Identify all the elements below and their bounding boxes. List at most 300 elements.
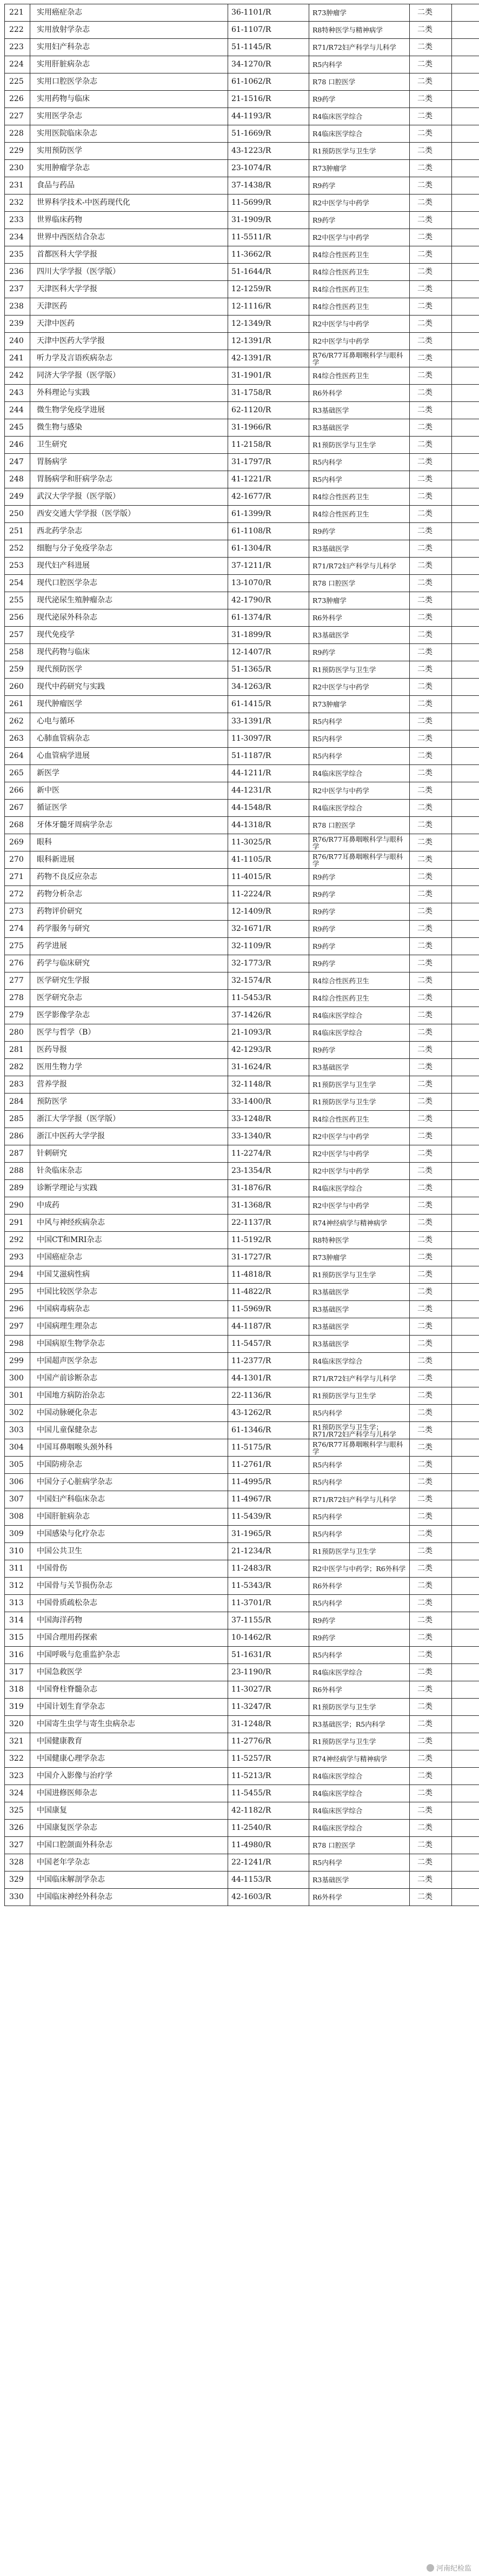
table-row — [5, 609, 479, 627]
grade-cell: 二类 — [410, 229, 452, 246]
grade-cell: 二类 — [410, 903, 452, 921]
grade-cell: 二类 — [410, 281, 452, 298]
journal-name: 实用预防医学 — [30, 143, 228, 160]
note-cell — [452, 869, 479, 886]
category-cell: R9药学 — [309, 886, 410, 903]
category-cell: R71/R72妇产科学与儿科学 — [309, 1370, 410, 1387]
row-number: 237 — [5, 281, 30, 298]
grade-cell: 二类 — [410, 661, 452, 679]
table-row — [5, 575, 479, 592]
row-number: 260 — [5, 679, 30, 696]
issn-cell: 11-5457/R — [228, 1336, 309, 1353]
note-cell — [452, 73, 479, 91]
table-row — [5, 1733, 479, 1750]
note-cell — [452, 1249, 479, 1266]
grade-cell: 二类 — [410, 782, 452, 800]
category-cell: R9药学 — [309, 523, 410, 540]
table-row — [5, 91, 479, 108]
journal-name: 胃肠病学 — [30, 454, 228, 471]
category-cell: R5内科学 — [309, 730, 410, 748]
issn-cell: 23-1074/R — [228, 160, 309, 177]
row-number: 256 — [5, 609, 30, 627]
issn-cell: 12-1116/R — [228, 298, 309, 316]
note-cell — [452, 1526, 479, 1543]
issn-cell: 12-1259/R — [228, 281, 309, 298]
category-cell: R6外科学 — [309, 1889, 410, 1906]
row-number: 266 — [5, 782, 30, 800]
category-cell: R73肿瘤学 — [309, 1249, 410, 1266]
table-row — [5, 177, 479, 194]
category-cell: R3基础医学 — [309, 1059, 410, 1076]
grade-cell: 二类 — [410, 73, 452, 91]
category-cell: R2中医学与中药学 — [309, 333, 410, 350]
issn-cell: 33-1400/R — [228, 1094, 309, 1111]
journal-name: 循证医学 — [30, 800, 228, 817]
note-cell — [452, 1457, 479, 1474]
category-cell: R4临床医学综合 — [309, 1785, 410, 1802]
grade-cell: 二类 — [410, 143, 452, 160]
table-row — [5, 385, 479, 402]
journal-name: 中风与神经疾病杂志 — [30, 1215, 228, 1232]
table-row — [5, 437, 479, 454]
category-cell: R9药学 — [309, 938, 410, 955]
category-cell: R4临床医学综合 — [309, 1024, 410, 1042]
category-cell: R1预防医学与卫生学 — [309, 1094, 410, 1111]
grade-cell: 二类 — [410, 246, 452, 264]
row-number: 310 — [5, 1543, 30, 1560]
grade-cell: 二类 — [410, 1889, 452, 1906]
table-row — [5, 22, 479, 39]
grade-cell: 二类 — [410, 921, 452, 938]
table-row — [5, 1802, 479, 1820]
note-cell — [452, 540, 479, 558]
table-row — [5, 4, 479, 22]
category-cell: R74神经病学与精神病学 — [309, 1750, 410, 1768]
note-cell — [452, 1681, 479, 1699]
issn-cell: 42-1603/R — [228, 1889, 309, 1906]
grade-cell: 二类 — [410, 523, 452, 540]
note-cell — [452, 817, 479, 834]
journal-name: 中成药 — [30, 1197, 228, 1215]
category-cell: R4临床医学综合 — [309, 1802, 410, 1820]
category-cell: R78 口腔医学 — [309, 73, 410, 91]
row-number: 267 — [5, 800, 30, 817]
grade-cell: 二类 — [410, 851, 452, 869]
issn-cell: 51-1145/R — [228, 39, 309, 56]
note-cell — [452, 419, 479, 437]
grade-cell: 二类 — [410, 1301, 452, 1318]
journal-name: 中国临床解剖学杂志 — [30, 1871, 228, 1889]
grade-cell: 二类 — [410, 1059, 452, 1076]
journal-name: 中国妇产科临床杂志 — [30, 1491, 228, 1508]
grade-cell: 二类 — [410, 1612, 452, 1629]
category-cell: R2中医学与中药学 — [309, 679, 410, 696]
note-cell — [452, 1318, 479, 1336]
row-number: 224 — [5, 56, 30, 73]
table-row — [5, 903, 479, 921]
journal-name: 中国老年学杂志 — [30, 1854, 228, 1871]
category-cell: R1预防医学与卫生学 — [309, 1387, 410, 1405]
note-cell — [452, 1353, 479, 1370]
category-cell: R5内科学 — [309, 1595, 410, 1612]
issn-cell: 31-1368/R — [228, 1197, 309, 1215]
grade-cell: 二类 — [410, 506, 452, 523]
issn-cell: 11-2158/R — [228, 437, 309, 454]
issn-cell: 21-1093/R — [228, 1024, 309, 1042]
grade-cell: 二类 — [410, 1647, 452, 1664]
journal-name: 中国病原生物学杂志 — [30, 1336, 228, 1353]
grade-cell: 二类 — [410, 990, 452, 1007]
row-number: 270 — [5, 851, 30, 869]
note-cell — [452, 1768, 479, 1785]
journal-name: 世界临床药物 — [30, 212, 228, 229]
category-cell: R73肿瘤学 — [309, 160, 410, 177]
journal-name: 首都医科大学学报 — [30, 246, 228, 264]
row-number: 304 — [5, 1439, 30, 1457]
grade-cell: 二类 — [410, 1526, 452, 1543]
grade-cell: 二类 — [410, 1318, 452, 1336]
row-number: 314 — [5, 1612, 30, 1629]
journal-name: 中国肝脏病杂志 — [30, 1508, 228, 1526]
journal-name: 卫生研究 — [30, 437, 228, 454]
journal-name: 中国健康教育 — [30, 1733, 228, 1750]
issn-cell: 11-5453/R — [228, 990, 309, 1007]
issn-cell: 13-1070/R — [228, 575, 309, 592]
table-row — [5, 1457, 479, 1474]
note-cell — [452, 661, 479, 679]
table-row — [5, 229, 479, 246]
journal-name: 中国病理生理杂志 — [30, 1318, 228, 1336]
journal-name: 实用放射学杂志 — [30, 22, 228, 39]
issn-cell: 62-1120/R — [228, 402, 309, 419]
table-row — [5, 540, 479, 558]
issn-cell: 44-1318/R — [228, 817, 309, 834]
journal-name: 实用医学杂志 — [30, 108, 228, 125]
issn-cell: 11-5511/R — [228, 229, 309, 246]
category-cell: R1预防医学与卫生学 — [309, 661, 410, 679]
table-row — [5, 748, 479, 765]
journal-name: 中国骨伤 — [30, 1560, 228, 1578]
row-number: 292 — [5, 1232, 30, 1249]
row-number: 284 — [5, 1094, 30, 1111]
issn-cell: 51-1187/R — [228, 748, 309, 765]
table-row — [5, 1716, 479, 1733]
category-cell: R4临床医学综合 — [309, 1180, 410, 1197]
grade-cell: 二类 — [410, 1197, 452, 1215]
issn-cell: 51-1631/R — [228, 1647, 309, 1664]
journal-name: 实用医院临床杂志 — [30, 125, 228, 143]
category-cell: R9药学 — [309, 177, 410, 194]
table-row — [5, 1889, 479, 1906]
table-row — [5, 1820, 479, 1837]
category-cell: R2中医学与中药学 — [309, 1128, 410, 1145]
category-cell: R5内科学 — [309, 454, 410, 471]
grade-cell: 二类 — [410, 4, 452, 22]
row-number: 294 — [5, 1266, 30, 1284]
issn-cell: 42-1391/R — [228, 350, 309, 367]
row-number: 255 — [5, 592, 30, 609]
journal-name: 中国计划生育学杂志 — [30, 1699, 228, 1716]
category-cell: R3基础医学 — [309, 1318, 410, 1336]
grade-cell: 二类 — [410, 1405, 452, 1422]
row-number: 236 — [5, 264, 30, 281]
grade-cell: 二类 — [410, 177, 452, 194]
row-number: 254 — [5, 575, 30, 592]
journal-name: 医用生物力学 — [30, 1059, 228, 1076]
journal-name: 药学进展 — [30, 938, 228, 955]
table-row — [5, 419, 479, 437]
grade-cell: 二类 — [410, 1439, 452, 1457]
journal-name: 诊断学理论与实践 — [30, 1180, 228, 1197]
journal-name: 浙江中医药大学学报 — [30, 1128, 228, 1145]
issn-cell: 43-1262/R — [228, 1405, 309, 1422]
issn-cell: 11-2761/R — [228, 1457, 309, 1474]
row-number: 263 — [5, 730, 30, 748]
category-cell: R6外科学 — [309, 609, 410, 627]
issn-cell: 31-1876/R — [228, 1180, 309, 1197]
grade-cell: 二类 — [410, 350, 452, 367]
issn-cell: 11-2776/R — [228, 1733, 309, 1750]
category-cell: R5内科学 — [309, 471, 410, 488]
row-number: 316 — [5, 1647, 30, 1664]
row-number: 250 — [5, 506, 30, 523]
table-row — [5, 972, 479, 990]
issn-cell: 11-5343/R — [228, 1578, 309, 1595]
note-cell — [452, 1387, 479, 1405]
row-number: 272 — [5, 886, 30, 903]
journal-name: 中国呼吸与危重监护杂志 — [30, 1647, 228, 1664]
category-cell: R2中医学与中药学 — [309, 1145, 410, 1163]
journal-name: 现代免疫学 — [30, 627, 228, 644]
note-cell — [452, 194, 479, 212]
journal-name: 中国公共卫生 — [30, 1543, 228, 1560]
row-number: 227 — [5, 108, 30, 125]
note-cell — [452, 1474, 479, 1491]
table-row — [5, 627, 479, 644]
issn-cell: 11-4822/R — [228, 1284, 309, 1301]
category-cell: R71/R72妇产科学与儿科学 — [309, 558, 410, 575]
journal-name: 中国进修医师杂志 — [30, 1785, 228, 1802]
journal-name: 中国急救医学 — [30, 1664, 228, 1681]
note-cell — [452, 350, 479, 367]
issn-cell: 44-1187/R — [228, 1318, 309, 1336]
row-number: 289 — [5, 1180, 30, 1197]
journal-name: 现代肿瘤医学 — [30, 696, 228, 713]
table-row — [5, 523, 479, 540]
issn-cell: 31-1901/R — [228, 367, 309, 385]
category-cell: R8特种医学与精神病学 — [309, 22, 410, 39]
category-cell: R4临床医学综合 — [309, 765, 410, 782]
row-number: 309 — [5, 1526, 30, 1543]
row-number: 259 — [5, 661, 30, 679]
category-cell: R76/R77耳鼻咽喉科学与眼科学 — [309, 834, 410, 851]
row-number: 274 — [5, 921, 30, 938]
note-cell — [452, 834, 479, 851]
table-row — [5, 1266, 479, 1284]
row-number: 230 — [5, 160, 30, 177]
row-number: 238 — [5, 298, 30, 316]
note-cell — [452, 748, 479, 765]
journal-name: 新医学 — [30, 765, 228, 782]
note-cell — [452, 1578, 479, 1595]
row-number: 223 — [5, 39, 30, 56]
table-row — [5, 800, 479, 817]
category-cell: R9药学 — [309, 644, 410, 661]
note-cell — [452, 1716, 479, 1733]
category-cell: R4临床医学综合 — [309, 1768, 410, 1785]
note-cell — [452, 1491, 479, 1508]
row-number: 253 — [5, 558, 30, 575]
journal-name: 中国健康心理学杂志 — [30, 1750, 228, 1768]
issn-cell: 11-3701/R — [228, 1595, 309, 1612]
category-cell: R6外科学 — [309, 1578, 410, 1595]
category-cell: R6外科学 — [309, 385, 410, 402]
grade-cell: 二类 — [410, 488, 452, 506]
row-number: 264 — [5, 748, 30, 765]
journal-name: 中国儿童保健杂志 — [30, 1422, 228, 1439]
grade-cell: 二类 — [410, 1871, 452, 1889]
row-number: 280 — [5, 1024, 30, 1042]
journal-name: 药物不良反应杂志 — [30, 869, 228, 886]
note-cell — [452, 367, 479, 385]
journal-name: 医学影像学杂志 — [30, 1007, 228, 1024]
grade-cell: 二类 — [410, 1024, 452, 1042]
row-number: 228 — [5, 125, 30, 143]
note-cell — [452, 1145, 479, 1163]
journal-name: 中国骨与关节损伤杂志 — [30, 1578, 228, 1595]
grade-cell: 二类 — [410, 1768, 452, 1785]
row-number: 242 — [5, 367, 30, 385]
grade-cell: 二类 — [410, 1163, 452, 1180]
issn-cell: 11-2483/R — [228, 1560, 309, 1578]
journal-name: 现代妇产科进展 — [30, 558, 228, 575]
note-cell — [452, 437, 479, 454]
note-cell — [452, 1802, 479, 1820]
table-row — [5, 1543, 479, 1560]
row-number: 307 — [5, 1491, 30, 1508]
issn-cell: 51-1644/R — [228, 264, 309, 281]
grade-cell: 二类 — [410, 1543, 452, 1560]
category-cell: R1预防医学与卫生学 — [309, 143, 410, 160]
note-cell — [452, 281, 479, 298]
note-cell — [452, 1629, 479, 1647]
note-cell — [452, 160, 479, 177]
row-number: 235 — [5, 246, 30, 264]
row-number: 290 — [5, 1197, 30, 1215]
note-cell — [452, 679, 479, 696]
journal-name: 现代口腔医学杂志 — [30, 575, 228, 592]
table-row — [5, 1215, 479, 1232]
row-number: 319 — [5, 1699, 30, 1716]
note-cell — [452, 644, 479, 661]
issn-cell: 10-1462/R — [228, 1629, 309, 1647]
journal-name: 中国地方病防治杂志 — [30, 1387, 228, 1405]
issn-cell: 37-1438/R — [228, 177, 309, 194]
note-cell — [452, 1785, 479, 1802]
journal-name: 细胞与分子免疫学杂志 — [30, 540, 228, 558]
journal-name: 药物评价研究 — [30, 903, 228, 921]
category-cell: R78 口腔医学 — [309, 1837, 410, 1854]
note-cell — [452, 22, 479, 39]
table-row — [5, 333, 479, 350]
note-cell — [452, 938, 479, 955]
issn-cell: 21-1234/R — [228, 1543, 309, 1560]
note-cell — [452, 1543, 479, 1560]
note-cell — [452, 800, 479, 817]
category-cell: R8特种医学 — [309, 1232, 410, 1249]
note-cell — [452, 730, 479, 748]
note-cell — [452, 246, 479, 264]
table-row — [5, 644, 479, 661]
grade-cell: 二类 — [410, 1387, 452, 1405]
note-cell — [452, 471, 479, 488]
journal-name: 现代预防医学 — [30, 661, 228, 679]
note-cell — [452, 1820, 479, 1837]
table-row — [5, 1094, 479, 1111]
row-number: 302 — [5, 1405, 30, 1422]
row-number: 296 — [5, 1301, 30, 1318]
journal-name: 中国癌症杂志 — [30, 1249, 228, 1266]
note-cell — [452, 523, 479, 540]
journal-name: 中国感染与化疗杂志 — [30, 1526, 228, 1543]
table-row — [5, 1405, 479, 1422]
journal-name: 中国艾滋病性病 — [30, 1266, 228, 1284]
row-number: 287 — [5, 1145, 30, 1163]
journal-name: 天津医科大学学报 — [30, 281, 228, 298]
category-cell: R5内科学 — [309, 713, 410, 730]
journal-name: 营养学报 — [30, 1076, 228, 1094]
row-number: 312 — [5, 1578, 30, 1595]
journal-name: 西北药学杂志 — [30, 523, 228, 540]
issn-cell: 37-1155/R — [228, 1612, 309, 1629]
issn-cell: 34-1263/R — [228, 679, 309, 696]
note-cell — [452, 488, 479, 506]
row-number: 281 — [5, 1042, 30, 1059]
category-cell: R2中医学与中药学 — [309, 194, 410, 212]
row-number: 311 — [5, 1560, 30, 1578]
category-cell: R73肿瘤学 — [309, 592, 410, 609]
grade-cell: 二类 — [410, 955, 452, 972]
table-row — [5, 73, 479, 91]
table-row — [5, 402, 479, 419]
grade-cell: 二类 — [410, 627, 452, 644]
issn-cell: 12-1409/R — [228, 903, 309, 921]
issn-cell: 41-1105/R — [228, 851, 309, 869]
table-row — [5, 886, 479, 903]
issn-cell: 23-1190/R — [228, 1664, 309, 1681]
issn-cell: 42-1790/R — [228, 592, 309, 609]
issn-cell: 11-5699/R — [228, 194, 309, 212]
issn-cell: 11-3025/R — [228, 834, 309, 851]
category-cell: R4综合性医药卫生 — [309, 488, 410, 506]
category-cell: R9药学 — [309, 1629, 410, 1647]
category-cell: R9药学 — [309, 1612, 410, 1629]
table-row — [5, 488, 479, 506]
row-number: 291 — [5, 1215, 30, 1232]
note-cell — [452, 1284, 479, 1301]
journal-name: 食品与药品 — [30, 177, 228, 194]
note-cell — [452, 955, 479, 972]
journal-name: 中国寄生虫学与寄生虫病杂志 — [30, 1716, 228, 1733]
category-cell: R73肿瘤学 — [309, 696, 410, 713]
category-cell: R3基础医学 — [309, 1301, 410, 1318]
table-row — [5, 713, 479, 730]
note-cell — [452, 1750, 479, 1768]
issn-cell: 31-1797/R — [228, 454, 309, 471]
journal-name: 眼科 — [30, 834, 228, 851]
row-number: 221 — [5, 4, 30, 22]
issn-cell: 11-4980/R — [228, 1837, 309, 1854]
